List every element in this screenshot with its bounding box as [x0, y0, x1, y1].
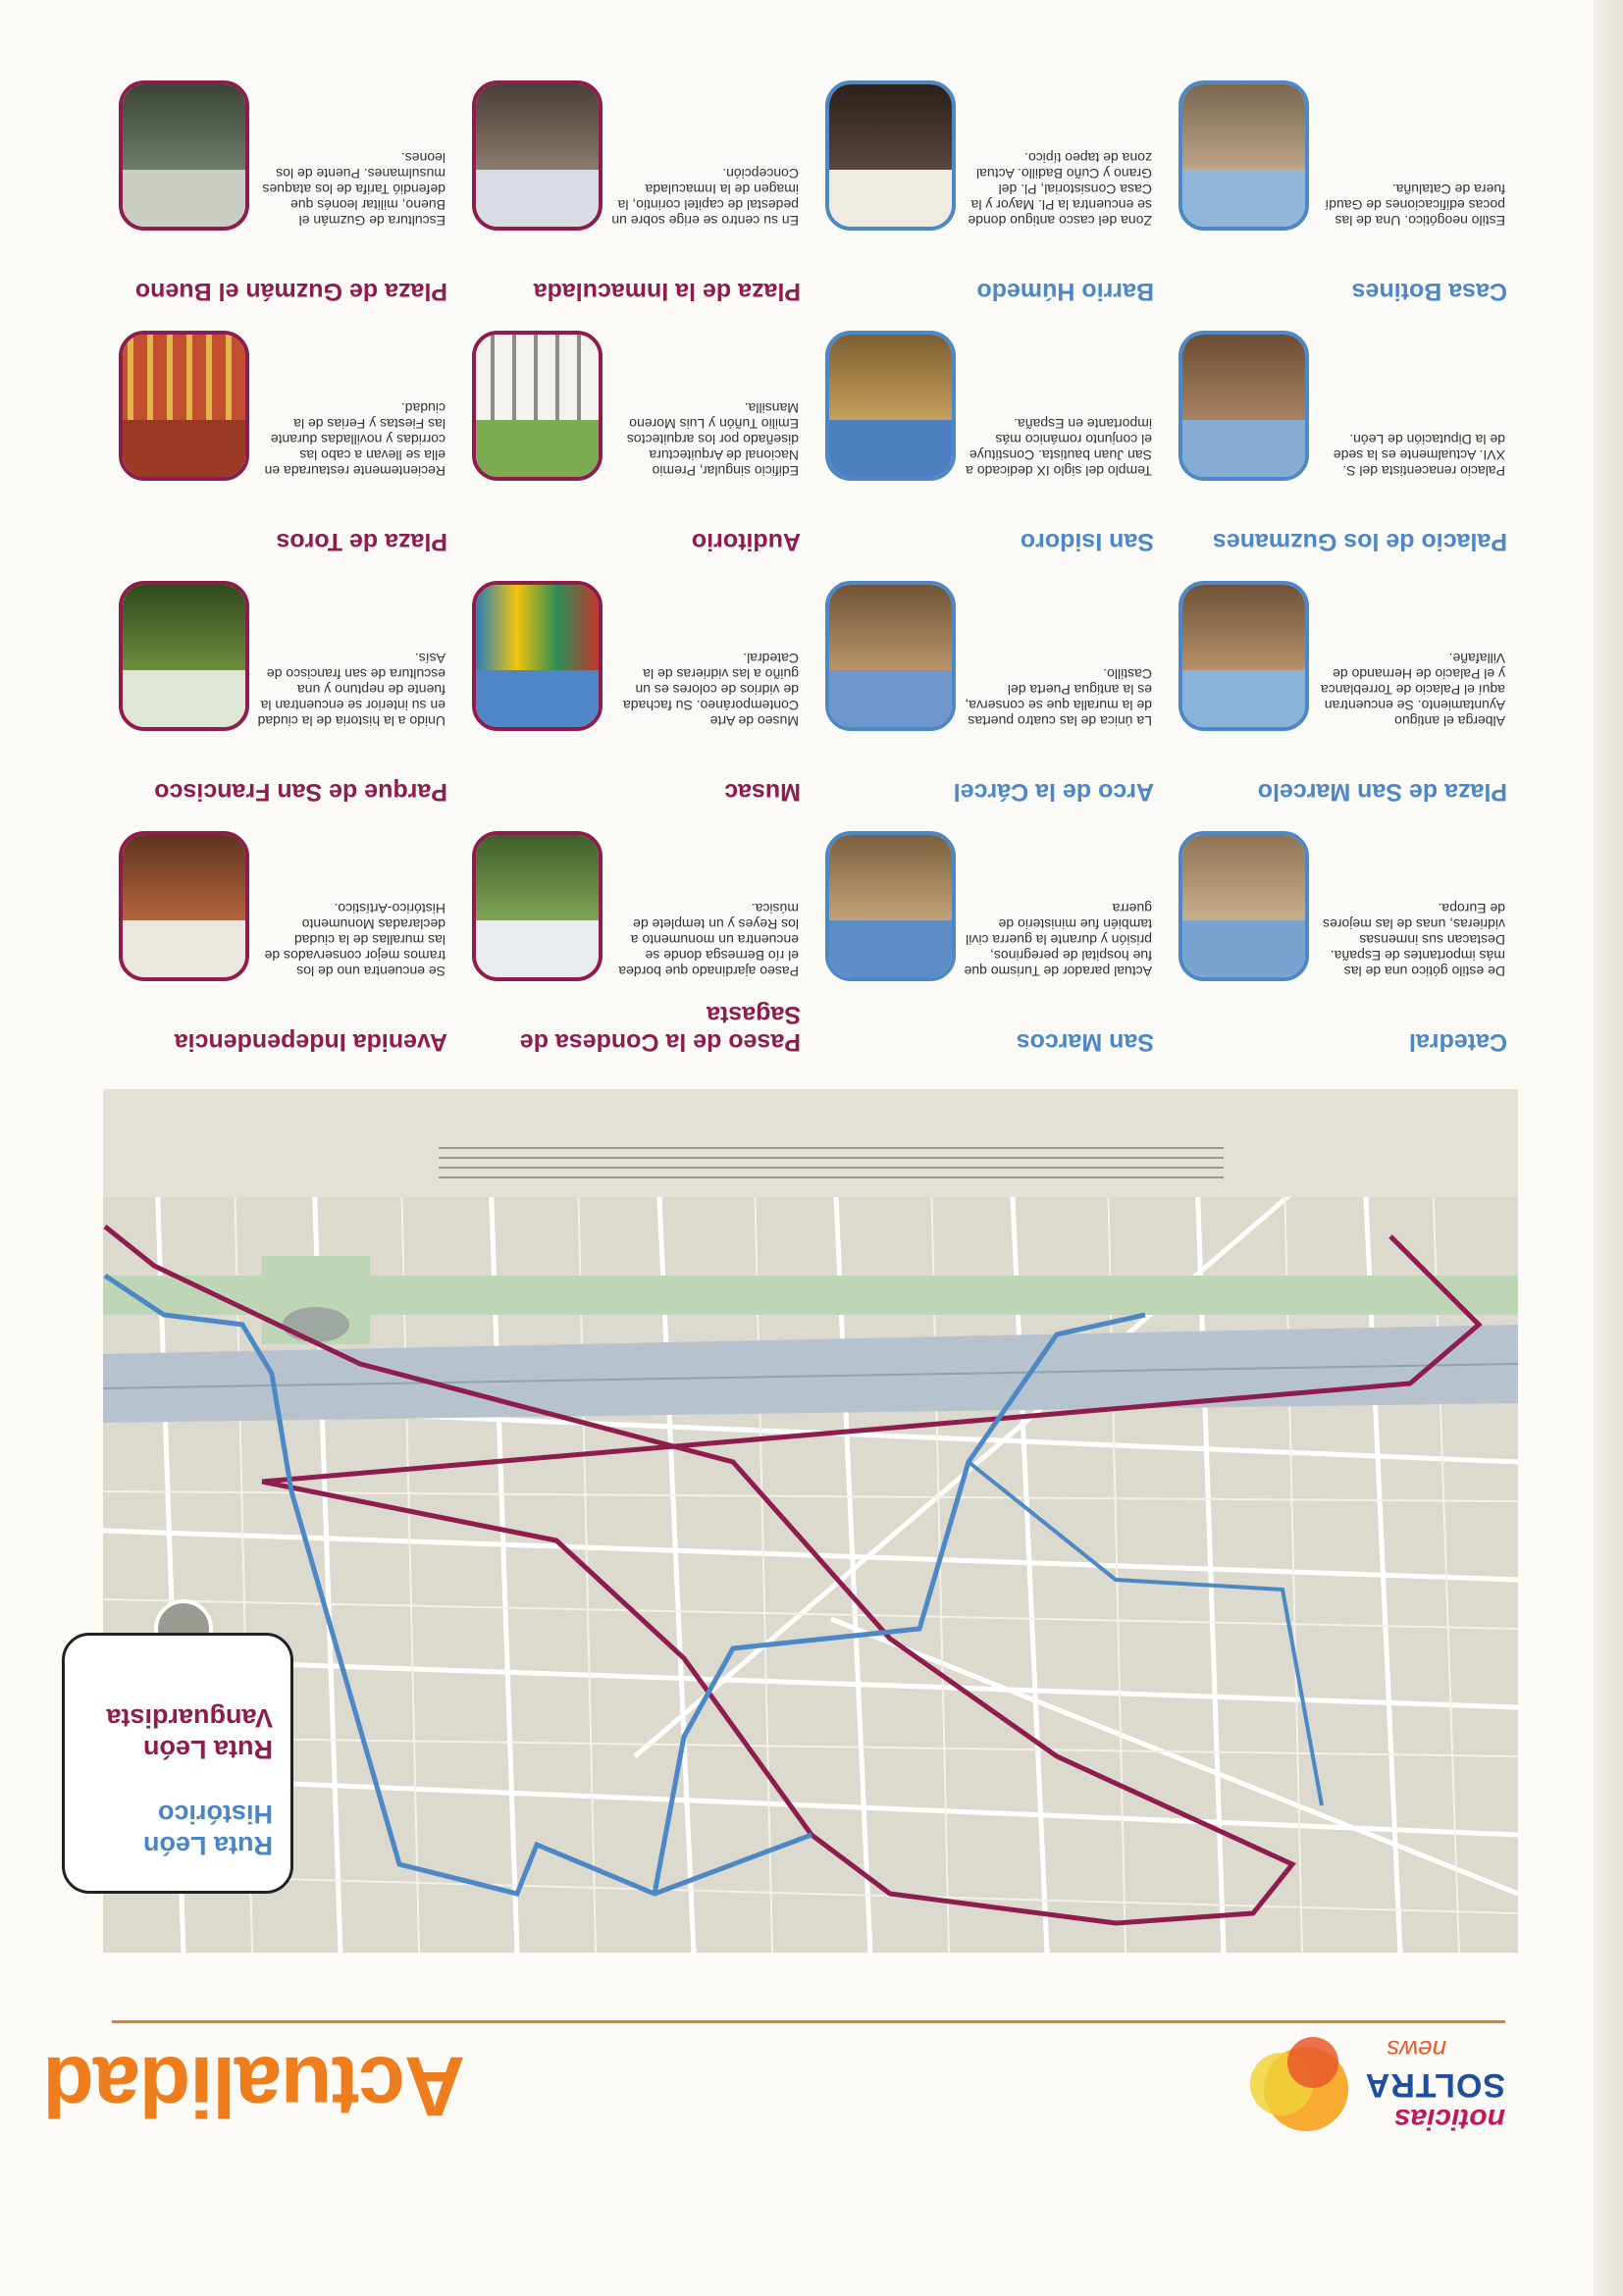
photo-avenida-independencia [119, 831, 249, 981]
legend-historic: Ruta León Histórico [143, 1800, 273, 1860]
photo-arco-carcel [825, 581, 956, 731]
card-title: Paseo de la Condesa de Sagasta [519, 1001, 801, 1056]
attractions-grid [122, 69, 1515, 1060]
card-description: Museo de Arte Contemporáneo. Su fachada de vidrios de colores es un guiño a las vidrieras de la Catedral. [622, 651, 799, 729]
routes-legend [62, 1633, 293, 1894]
card-description: De estilo gótico una de las más importantes de España. Destacan sus inmensas vidrieras, unas de las mejores de Europa. [1323, 901, 1505, 979]
photo-plaza-guzman [119, 80, 249, 231]
card-description: Edificio singular, Premio Nacional de Arquitectura diseñado por los arquitectos Emilio Tuñón y Luis Moreno Mansilla. [626, 400, 799, 479]
card-title: Plaza de Toros [276, 528, 447, 555]
card-title: Avenida Independencia [174, 1028, 447, 1056]
logo-text-noticias: noticias [1393, 2103, 1505, 2135]
card-title: Barrio Húmedo [976, 278, 1154, 305]
card-title: Musac [724, 778, 801, 806]
card-title: Catedral [1408, 1028, 1507, 1056]
card-title: Arco de la Cárcel [953, 778, 1154, 806]
card-casa-botines [1181, 78, 1515, 309]
logo-circle-red [1287, 2037, 1338, 2088]
card-plaza-guzman [122, 78, 455, 309]
card-description: Escultura de Guzmán el Bueno, militar leonés que defendió Tarifa de los ataques musulmanes. Puente de los leones. [262, 150, 445, 229]
photo-san-marcos [825, 831, 956, 981]
card-description: En su centro se erige sobre un pedestal de capitel corintio, la imagen de la Inmaculada Concepción. [611, 166, 799, 229]
red-column-1 [475, 69, 809, 1060]
photo-san-isidoro [825, 331, 956, 481]
blue-column-2 [828, 69, 1162, 1060]
photo-palacio-guzmanes [1178, 331, 1309, 481]
card-plaza-toros [122, 329, 455, 559]
photo-parque-san-francisco [119, 581, 249, 731]
photo-paseo-sagasta [472, 831, 602, 981]
card-title: Auditorio [691, 528, 801, 555]
card-description: Templo del siglo IX dedicado a San Juan bautista. Constituye el conjunto románico más importante en España. [966, 416, 1152, 479]
card-plaza-san-marcelo [1181, 579, 1515, 809]
photo-casa-botines [1178, 80, 1309, 231]
card-title: Casa Botines [1351, 278, 1507, 305]
card-description: Paseo ajardinado que bordea el río Bernesga donde se encuentra un monumento a los Reyes y un templete de música. [618, 901, 799, 979]
logo-text-news: news [1387, 2035, 1446, 2064]
card-description: Estilo neogótico. Una de las pocas edificaciones de Gaudí fuera de Cataluña. [1325, 182, 1505, 229]
card-musac [475, 579, 809, 809]
photo-plaza-san-marcelo [1178, 581, 1309, 731]
photo-auditorio [472, 331, 602, 481]
photo-musac [472, 581, 602, 731]
card-san-marcos [828, 829, 1162, 1060]
card-description: La única de las cuatro puertas de la muralla que se conserva, es la antigua Puerta del Castillo. [965, 666, 1152, 729]
card-plaza-inmaculada [475, 78, 809, 309]
card-title: Plaza de Guzmán el Bueno [134, 278, 447, 305]
card-description: Unido a la historia de la ciudad en su interior se encuentran la fuente de neptuno y una escultura de san francisco de Asís. [257, 651, 445, 729]
card-title: Parque de San Francisco [154, 778, 447, 806]
city-map [103, 1089, 1518, 1953]
map-svg [103, 1089, 1518, 1953]
card-title: San Isidoro [1020, 528, 1154, 555]
card-avenida-independencia [122, 829, 455, 1060]
card-auditorio [475, 329, 809, 559]
card-description: Actual parador de Turismo que fue hospital de peregrinos, prisión y durante la guerra civil también fue ministerio de guerra [964, 901, 1152, 979]
card-description: Alberga el antiguo Ayuntamiento. Se encuentran aquí el Palacio de Torreblanca y el Palacio de Hernando de Villafañe. [1320, 651, 1505, 729]
card-catedral [1181, 829, 1515, 1060]
card-description: Zona del casco antiguo donde se encuentra la Pl. Mayor y la Casa Consistorial, Pl. del Grano y Cuño Badillo. Actual zona de tapeo típico. [968, 150, 1152, 229]
section-title: Actualidad [43, 2039, 465, 2133]
logo-text-soltra: SOLTRA [1364, 2066, 1505, 2104]
card-arco-carcel [828, 579, 1162, 809]
card-paseo-sagasta [475, 829, 809, 1060]
soltra-news-logo [1250, 2031, 1505, 2139]
red-column-2 [122, 69, 455, 1060]
header-rule [112, 2020, 1505, 2023]
card-palacio-guzmanes [1181, 329, 1515, 559]
card-barrio-humedo [828, 78, 1162, 309]
card-title: Palacio de los Guzmanes [1212, 528, 1507, 555]
photo-barrio-humedo [825, 80, 956, 231]
card-description: Palacio renacentista del S. XVI. Actualmente es la sede de la Diputación de León. [1333, 432, 1505, 479]
legend-vanguard: Ruta León Vanguardista [106, 1703, 273, 1764]
blue-column-1 [1181, 69, 1515, 1060]
photo-plaza-toros [119, 331, 249, 481]
card-title: San Marcos [1016, 1028, 1154, 1056]
card-title: Plaza de la Inmaculada [533, 278, 801, 305]
card-description: Recientemente restaurada en ella se llevan a cabo las corridas y novilladas durante las Fiestas y Ferias de la ciudad. [264, 400, 445, 479]
card-description: Se encuentra uno de los tramos mejor conservados de las murallas de la ciudad declaradas Monumento Histórico-Artístico. [264, 901, 445, 979]
card-parque-san-francisco [122, 579, 455, 809]
photo-catedral [1178, 831, 1309, 981]
card-title: Plaza de San Marcelo [1257, 778, 1507, 806]
card-san-isidoro [828, 329, 1162, 559]
rail-area [103, 1089, 1518, 1197]
page-header [43, 2021, 1505, 2149]
photo-plaza-inmaculada [472, 80, 602, 231]
